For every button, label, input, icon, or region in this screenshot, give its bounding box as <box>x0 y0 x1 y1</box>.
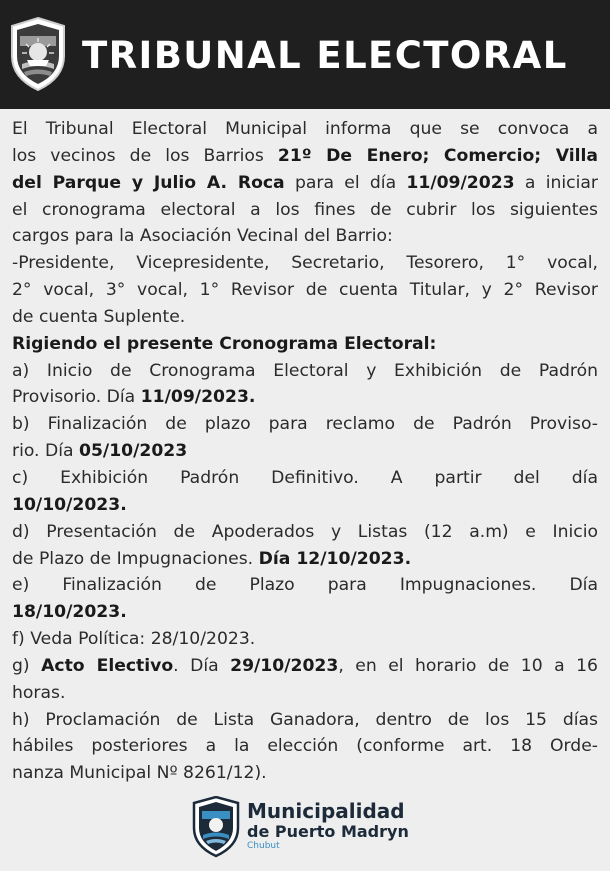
text-line: rio. Día 05/10/2023 <box>12 441 188 462</box>
text-line: de Plazo de Impugnaciones. Día 12/10/2023. <box>12 548 412 569</box>
text-line: horas. <box>12 682 66 703</box>
text-line: 10/10/2023. <box>12 494 127 515</box>
text-line: nanza Municipal Nº 8261/12). <box>12 763 267 784</box>
text-line: a) Inicio de Cronograma Electoral y Exhibición de Padrón <box>12 360 598 381</box>
text-line: el cronograma electoral a los fines de cubrir los siguientes <box>12 199 598 220</box>
text-line: del Parque y Julio A. Roca para el día 11/09/2023 a iniciar <box>12 172 598 193</box>
text-line: h) Proclamación de Lista Ganadora, dentro de los 15 días <box>12 709 598 730</box>
text-line: cargos para la Asociación Vecinal del Barrio: <box>12 226 393 247</box>
text-line: 2° vocal, 3° vocal, 1° Revisor de cuenta Titular, y 2° Revisor <box>12 280 598 301</box>
text-line: g) Acto Electivo. Día 29/10/2023, en el horario de 10 a 16 <box>12 655 598 676</box>
municipal-crest-icon <box>8 16 68 92</box>
logo-line-3: Chubut <box>247 841 280 851</box>
logo-line-1: Municipalidad <box>247 799 405 823</box>
text-line: Provisorio. Día 11/09/2023. <box>12 387 256 408</box>
text-line: f) Veda Política: 28/10/2023. <box>12 629 256 650</box>
text-line: 18/10/2023. <box>12 602 127 623</box>
section-heading: Rigiendo el presente Cronograma Electoral: <box>12 333 437 354</box>
notice-body <box>12 116 598 787</box>
text-line: El Tribunal Electoral Municipal informa que se convoca a <box>12 119 598 139</box>
municipal-crest-icon <box>192 796 240 858</box>
page-title: TRIBUNAL ELECTORAL <box>82 34 568 77</box>
logo-line-2: de Puerto Madryn <box>247 822 409 841</box>
text-line: e) Finalización de Plazo para Impugnaciones. Día <box>12 575 598 596</box>
text-line: hábiles posteriores a la elección (conforme art. 18 Orde- <box>12 736 598 757</box>
header-banner <box>0 0 610 109</box>
text-line: los vecinos de los Barrios 21º De Enero; Comercio; Villa <box>12 145 598 166</box>
text-line: de cuenta Suplente. <box>12 306 186 327</box>
text-line: -Presidente, Vicepresidente, Secretario, Tesorero, 1° vocal, <box>12 253 598 274</box>
municipality-logo <box>192 796 432 862</box>
text-line: d) Presentación de Apoderados y Listas (12 a.m) e Inicio <box>12 521 598 542</box>
text-line: c) Exhibición Padrón Definitivo. A partir del día <box>12 467 598 488</box>
text-line: b) Finalización de plazo para reclamo de Padrón Proviso- <box>12 414 598 435</box>
